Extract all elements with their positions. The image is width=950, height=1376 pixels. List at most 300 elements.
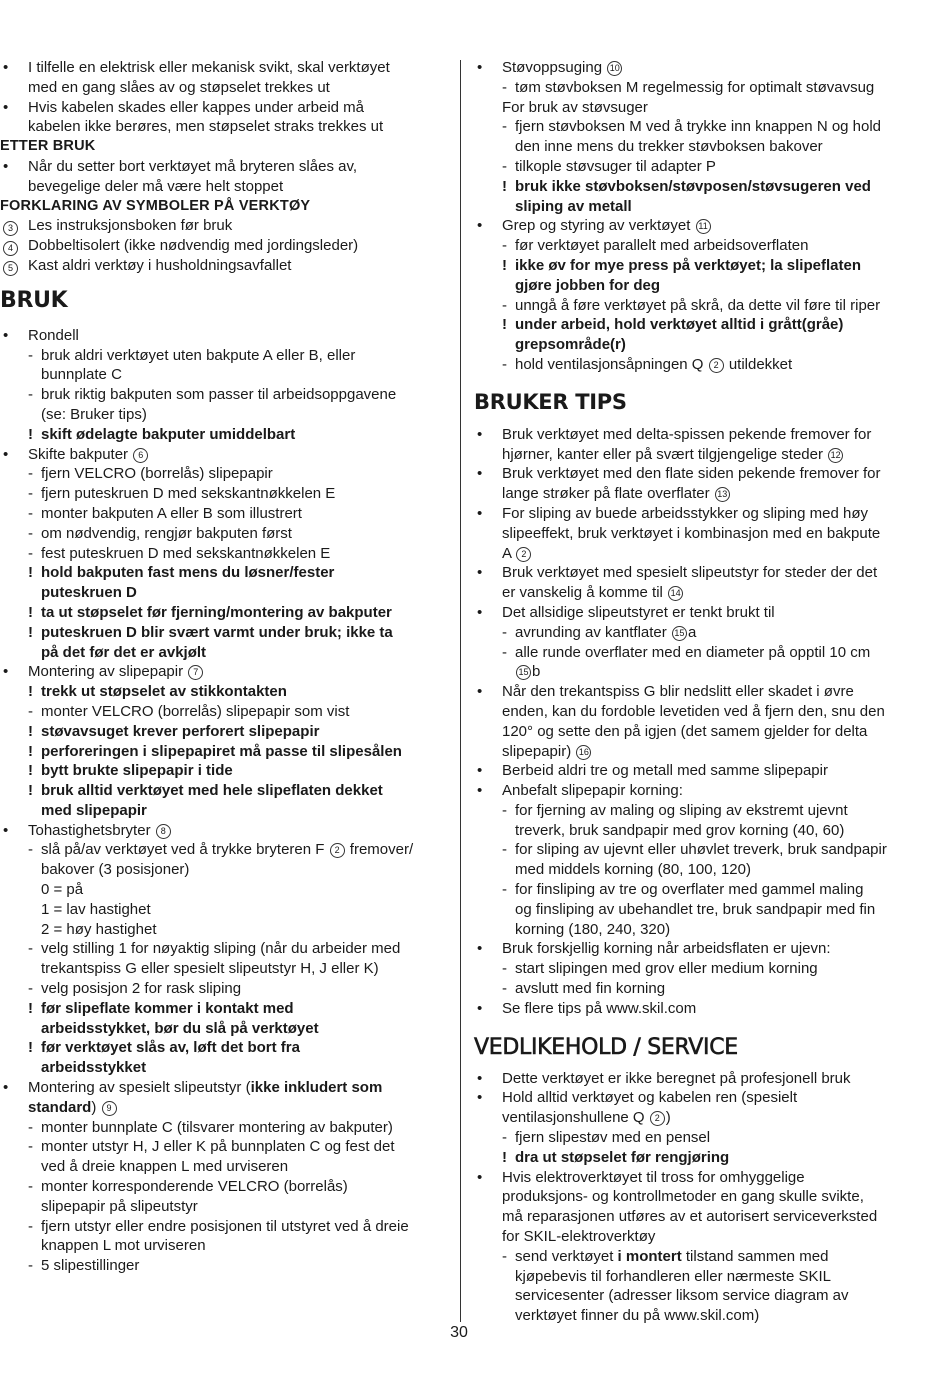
text-line — [474, 98, 926, 118]
text-line — [0, 346, 448, 366]
text-line — [474, 1128, 926, 1148]
text-line — [474, 702, 926, 722]
bullet-marker: • — [3, 157, 9, 175]
bullet-marker: • — [477, 1089, 483, 1107]
text-line — [0, 662, 448, 682]
text-line — [0, 544, 448, 564]
text-line — [474, 524, 926, 544]
bullet-marker: • — [3, 326, 9, 344]
line-text: treverk, bruk sandpapir med grov korning (40, 60) — [515, 821, 845, 839]
text-line — [0, 821, 448, 841]
line-text: før slipeflate kommer i kontakt med — [41, 999, 294, 1017]
symbol-number-icon: 3 — [3, 221, 18, 236]
text-line — [474, 58, 926, 78]
bullet-marker: • — [477, 425, 483, 443]
text-line — [474, 544, 926, 564]
line-text: utildekket — [728, 355, 793, 373]
text-line — [474, 335, 926, 355]
line-text: avslutt med fin korning — [515, 980, 666, 998]
line-text: slipepapir) — [502, 742, 572, 760]
line-text: puteskruen D blir svært varmt under bruk; ikke ta — [41, 623, 393, 641]
line-text: trekantspiss G eller spesielt slipeutstyr H, J eller K) — [41, 960, 379, 978]
dash-marker: - — [28, 465, 33, 483]
text-line — [474, 920, 926, 940]
text-line — [474, 1207, 926, 1227]
line-text: Anbefalt slipepapir korning: — [502, 782, 683, 800]
dash-marker: - — [28, 485, 33, 503]
text-line — [0, 860, 448, 880]
line-text: (se: Bruker tips) — [41, 405, 147, 423]
figure-ref-icon: 2 — [516, 547, 531, 562]
line-text: produksjons- og kontrollmetoder en gang skulle svikte, — [502, 1188, 864, 1206]
dash-marker: - — [502, 881, 507, 899]
dash-marker: - — [502, 296, 507, 314]
figure-ref-icon: 7 — [188, 665, 203, 680]
line-text: ikke øv for mye press på verktøyet; la slipeflaten — [515, 256, 861, 274]
bullet-marker: • — [477, 465, 483, 483]
line-text: Hold alltid verktøyet og kabelen ren (spesielt — [502, 1089, 798, 1107]
figure-ref-icon: 10 — [607, 61, 622, 76]
text-line — [0, 583, 448, 603]
dash-marker: - — [502, 980, 507, 998]
text-line — [0, 920, 448, 940]
line-text: bruk alltid verktøyet med hele slipeflaten dekket — [41, 782, 383, 800]
dash-marker: - — [28, 1217, 33, 1235]
figure-ref-icon: 16 — [576, 745, 591, 760]
line-text: fest puteskruen D med sekskantnøkkelen E — [41, 544, 331, 562]
figure-ref-icon: 2 — [650, 1111, 665, 1126]
line-text: enden, kan du fordoble levetiden ved å fjern den, snu den — [502, 702, 885, 720]
line-text: 0 = på — [41, 881, 84, 899]
line-text: Berbeid aldri tre og metall med samme slipepapir — [502, 762, 828, 780]
bullet-marker: • — [477, 762, 483, 780]
text-line — [0, 1236, 448, 1256]
text-line — [0, 801, 448, 821]
line-text: for SKIL-elektroverktøy — [502, 1228, 656, 1246]
dash-marker: - — [28, 346, 33, 364]
text-line — [474, 939, 926, 959]
line-text: monter korresponderende VELCRO (borrelås) — [41, 1178, 348, 1196]
text-line — [474, 603, 926, 623]
line-text: 1 = lav hastighet — [41, 900, 151, 918]
line-text: Når den trekantspiss G blir nedslitt eller skadet i øvre — [502, 683, 854, 701]
dash-marker: - — [502, 157, 507, 175]
line-text: monter utstyr H, J eller K på bunnplaten C og fest det — [41, 1138, 395, 1156]
line-text: Bruk verktøyet med delta-spissen pekende fremover for — [502, 425, 872, 443]
line-text: I tilfelle en elektrisk eller mekanisk svikt, skal verktøyet — [28, 59, 390, 76]
line-text: Kast aldri verktøy i husholdningsavfallet — [28, 256, 292, 274]
text-line — [474, 1247, 926, 1267]
line-text: om nødvendig, rengjør bakputen først — [41, 524, 292, 542]
line-text: ) — [665, 1109, 671, 1127]
line-text: 120° og sette den på igjen (det samem gjelder for delta — [502, 722, 868, 740]
text-line — [474, 761, 926, 781]
line-text: ventilasjonshullene Q — [502, 1109, 645, 1127]
line-text: før verktøyet parallelt med arbeidsoverflaten — [515, 237, 809, 255]
bullet-marker: • — [3, 1079, 9, 1097]
bullet-marker: • — [477, 59, 483, 76]
line-text: Dobbeltisolert (ikke nødvendig med jordingsleder) — [28, 237, 359, 255]
text-line — [0, 425, 448, 445]
text-line — [474, 801, 926, 821]
line-text: slå på/av verktøyet ved å trykke bryteren F — [41, 841, 325, 859]
warning-marker: ! — [28, 722, 33, 740]
line-text: bytt brukte slipepapir i tide — [41, 762, 233, 780]
section-heading: BRUK — [0, 287, 68, 313]
line-text: For sliping av buede arbeidsstykker og sliping med høy — [502, 504, 869, 522]
warning-marker: ! — [28, 564, 33, 582]
text-line — [474, 216, 926, 236]
dash-marker: - — [28, 386, 33, 404]
line-text: alle runde overflater med en diameter på opptil 10 cm — [515, 643, 871, 661]
text-line — [0, 1197, 448, 1217]
text-line — [474, 1187, 926, 1207]
text-line — [0, 623, 448, 643]
line-text: Det allsidige slipeutstyret er tenkt brukt til — [502, 603, 775, 621]
figure-ref-icon: 13 — [715, 487, 730, 502]
dash-marker: - — [28, 524, 33, 542]
text-line — [474, 781, 926, 801]
figure-ref-icon: 14 — [668, 586, 683, 601]
line-text: velg posisjon 2 for rask sliping — [41, 980, 242, 998]
text-line — [0, 1098, 448, 1118]
text-line — [0, 959, 448, 979]
line-text: trekk ut støpselet av stikkontakten — [41, 683, 287, 701]
text-line — [474, 236, 926, 256]
right-column — [474, 58, 926, 1326]
warning-marker: ! — [502, 256, 507, 274]
line-text: dra ut støpselet før rengjøring — [515, 1148, 730, 1166]
text-line — [0, 117, 448, 137]
text-line — [0, 484, 448, 504]
line-text: Bruk verktøyet med den flate siden pekende fremover for — [502, 465, 881, 483]
text-line — [0, 1177, 448, 1197]
text-line — [474, 840, 926, 860]
text-line — [0, 464, 448, 484]
text-line — [474, 296, 926, 316]
line-text: for finsliping av tre og overflater med gammel maling — [515, 881, 864, 899]
text-line — [474, 504, 926, 524]
text-line — [0, 1118, 448, 1138]
line-text: velg stilling 1 for nøyaktig sliping (når du arbeider med — [41, 940, 401, 958]
text-line — [0, 781, 448, 801]
text-line — [474, 445, 926, 465]
warning-marker: ! — [502, 316, 507, 334]
text-line — [0, 445, 448, 465]
bullet-marker: • — [477, 940, 483, 958]
text-line — [474, 137, 926, 157]
line-text: korning (180, 240, 320) — [515, 920, 671, 938]
line-text: Montering av slipepapir — [28, 663, 184, 681]
line-text: Tohastighetsbryter — [28, 821, 151, 839]
line-text: Dette verktøyet er ikke beregnet på profesjonell bruk — [502, 1069, 851, 1087]
warning-marker: ! — [28, 603, 33, 621]
line-text: kabelen ikke berøres, men støpselet straks trekkes ut — [28, 118, 384, 136]
warning-marker: ! — [28, 1039, 33, 1057]
warning-marker: ! — [28, 762, 33, 780]
bullet-marker: • — [3, 445, 9, 463]
text-line — [0, 1038, 448, 1058]
line-text: Montering av spesielt slipeutstyr ( — [28, 1079, 251, 1097]
text-line — [0, 563, 448, 583]
bold-text: standard — [28, 1098, 92, 1116]
bullet-marker: • — [477, 1069, 483, 1087]
bullet-marker: • — [477, 564, 483, 582]
line-text: Rondell — [28, 326, 79, 344]
line-text: bunnplate C — [41, 366, 122, 384]
line-text: slipepapir på slipeutstyr — [41, 1197, 198, 1215]
text-line — [0, 880, 448, 900]
line-text: fjern støvboksen M ved å trykke inn knappen N og hold — [515, 118, 882, 136]
text-line — [474, 484, 926, 504]
line-text: arbeidsstykket, bør du slå på verktøyet — [41, 1019, 319, 1037]
line-text: på det før det er avkjølt — [41, 643, 207, 661]
text-line — [0, 939, 448, 959]
line-text: slipeeffekt, bruk verktøyet i kombinasjon med en bakpute — [502, 524, 881, 542]
text-line — [0, 385, 448, 405]
page-number: 30 — [450, 1324, 468, 1341]
line-text: med en gang slåes av og støpselet trekkes ut — [28, 78, 330, 96]
text-line — [474, 860, 926, 880]
line-text: monter VELCRO (borrelås) slipepapir som vist — [41, 702, 350, 720]
line-text: for sliping av ujevnt eller uhøvlet treverk, bruk sandpapir — [515, 841, 887, 859]
text-line — [474, 1286, 926, 1306]
bullet-marker: • — [477, 603, 483, 621]
line-text: avrunding av kantflater — [515, 623, 667, 641]
bullet-marker: • — [3, 821, 9, 839]
dash-marker: - — [502, 841, 507, 859]
line-text: bevegelige deler må være helt stoppet — [28, 177, 284, 195]
text-line — [474, 900, 926, 920]
line-text: ) — [91, 1098, 97, 1116]
bullet-marker: • — [3, 98, 9, 116]
line-text: Hvis elektroverktøyet til tross for omhyggelige — [502, 1168, 805, 1186]
line-text: FORKLARING AV SYMBOLER PÅ VERKTØY — [0, 197, 311, 214]
bullet-marker: • — [3, 663, 9, 681]
line-text: fjern slipestøv med en pensel — [515, 1129, 711, 1147]
text-line — [0, 682, 448, 702]
text-line — [0, 216, 448, 236]
text-line — [474, 821, 926, 841]
line-text: hold bakputen fast mens du løsner/fester — [41, 564, 335, 582]
line-text: unngå å føre verktøyet på skrå, da dette vil føre til riper — [515, 296, 881, 314]
line-text: hjørner, kanter eller på svært tilgjengelige steder — [502, 445, 823, 463]
text-line — [474, 959, 926, 979]
text-line — [0, 1256, 448, 1276]
text-line — [474, 623, 926, 643]
line-text: 2 = høy hastighet — [41, 920, 157, 938]
figure-ref-icon: 2 — [330, 843, 345, 858]
line-text: bruk ikke støvboksen/støvposen/støvsugeren ved — [515, 177, 871, 195]
text-line — [474, 256, 926, 276]
line-text: bruk aldri verktøyet uten bakpute A eller B, eller — [41, 346, 356, 364]
bold-text: i montert — [617, 1247, 682, 1265]
line-text: ETTER BRUK — [0, 138, 96, 155]
line-text: 5 slipestillinger — [41, 1257, 140, 1275]
text-line — [0, 999, 448, 1019]
line-text: før verktøyet slås av, løft det bort fra — [41, 1039, 300, 1057]
line-text: Bruk forskjellig korning når arbeidsflaten er ujevn: — [502, 940, 831, 958]
text-line — [474, 880, 926, 900]
figure-ref-icon: 15 — [672, 626, 687, 641]
text-line — [474, 355, 926, 375]
section-heading: BRUKER TIPS — [474, 389, 627, 414]
line-text: må reparasjonen utføres av et autorisert serviceverksted — [502, 1208, 878, 1226]
figure-ref-icon: 15 — [516, 665, 531, 680]
dash-marker: - — [502, 118, 507, 136]
text-line — [0, 326, 448, 346]
warning-marker: ! — [28, 683, 33, 701]
text-line — [474, 78, 926, 98]
line-text: a — [687, 623, 697, 641]
line-text: Hvis kabelen skades eller kappes under arbeid må — [28, 98, 365, 116]
line-text: grepsområde(r) — [515, 336, 626, 354]
figure-ref-icon: 11 — [696, 219, 711, 234]
line-text: gjøre jobben for deg — [515, 276, 660, 294]
line-text: bakover (3 posisjoner) — [41, 861, 190, 879]
left-column — [0, 58, 448, 1276]
line-text: For bruk av støvsuger — [502, 98, 648, 116]
line-text: knappen L mot urviseren — [41, 1237, 206, 1255]
line-text: den inne mens du trekker støvboksen bakover — [515, 138, 823, 156]
line-text: verktøyet finner du på www.skil.com) — [515, 1307, 760, 1325]
text-line — [0, 979, 448, 999]
text-line — [474, 662, 926, 682]
text-line — [474, 157, 926, 177]
text-line — [0, 177, 448, 197]
dash-marker: - — [502, 1247, 507, 1265]
line-text: Grep og styring av verktøyet — [502, 217, 691, 235]
bold-text: ikke inkludert som — [250, 1079, 383, 1097]
text-line — [0, 78, 448, 98]
text-line — [0, 236, 448, 256]
line-text: fjern utstyr eller endre posisjonen til utstyret ved å dreie — [41, 1217, 409, 1235]
text-line — [474, 1069, 926, 1089]
line-text: Les instruksjonsboken før bruk — [28, 217, 233, 235]
text-line — [474, 425, 926, 445]
section-heading: VEDLIKEHOLD / SERVICE — [474, 1034, 738, 1060]
line-text: med middels korning (80, 100, 120) — [515, 861, 751, 879]
text-line — [0, 524, 448, 544]
text-line — [0, 405, 448, 425]
line-text: kjøpebevis til forhandleren eller nærmeste SKIL — [515, 1267, 831, 1285]
text-line — [474, 1108, 926, 1128]
warning-marker: ! — [28, 742, 33, 760]
line-text: skift ødelagte bakputer umiddelbart — [41, 425, 296, 443]
symbol-number-icon: 5 — [3, 261, 18, 276]
line-text: perforeringen i slipepapiret må passe til slipesålen — [41, 742, 402, 760]
bullet-marker: • — [477, 504, 483, 522]
figure-ref-icon: 6 — [133, 448, 148, 463]
bullet-marker: • — [477, 782, 483, 800]
text-line — [0, 256, 448, 276]
dash-marker: - — [28, 504, 33, 522]
line-text: fjern puteskruen D med sekskantnøkkelen E — [41, 485, 336, 503]
text-line — [0, 1217, 448, 1237]
text-line — [474, 1088, 926, 1108]
text-line — [0, 643, 448, 663]
dash-marker: - — [28, 1118, 33, 1136]
dash-marker: - — [502, 1129, 507, 1147]
line-text: lange strøker på flate overflater — [502, 485, 710, 503]
text-line — [474, 979, 926, 999]
bullet-marker: • — [3, 59, 9, 76]
text-line — [0, 702, 448, 722]
bullet-marker: • — [477, 217, 483, 235]
dash-marker: - — [28, 980, 33, 998]
line-text: ved å dreie knappen L med urviseren — [41, 1158, 289, 1176]
dash-marker: - — [502, 960, 507, 978]
text-line — [0, 722, 448, 742]
text-line — [474, 315, 926, 335]
line-text: støvavsuget krever perforert slipepapir — [41, 722, 320, 740]
line-text: Bruk verktøyet med spesielt slipeutstyr for steder der det — [502, 564, 878, 582]
text-line — [0, 157, 448, 177]
line-text: fremover/ — [349, 841, 414, 859]
warning-marker: ! — [28, 425, 33, 443]
dash-marker: - — [28, 1257, 33, 1275]
text-line — [0, 1078, 448, 1098]
text-line — [0, 840, 448, 860]
figure-ref-icon: 12 — [828, 448, 843, 463]
text-line — [0, 1157, 448, 1177]
dash-marker: - — [502, 623, 507, 641]
text-line — [0, 58, 448, 78]
line-text: arbeidsstykket — [41, 1059, 147, 1077]
line-text: tilstand sammen med — [681, 1247, 829, 1265]
line-text: fjern VELCRO (borrelås) slipepapir — [41, 465, 273, 483]
symbol-number-icon: 4 — [3, 241, 18, 256]
warning-marker: ! — [502, 1148, 507, 1166]
column-divider — [460, 60, 461, 1322]
text-line — [474, 742, 926, 762]
dash-marker: - — [28, 702, 33, 720]
line-text: b — [532, 663, 541, 681]
line-text: Støvoppsuging — [502, 59, 603, 76]
line-text: monter bakputen A eller B som illustrert — [41, 504, 302, 522]
line-text: servicesenter (adresser liksom service diagram av — [515, 1287, 849, 1305]
bullet-marker: • — [477, 999, 483, 1017]
text-line — [0, 1058, 448, 1078]
dash-marker: - — [28, 1138, 33, 1156]
text-line — [0, 742, 448, 762]
line-text: er vanskelig å komme til — [502, 584, 663, 602]
bullet-marker: • — [477, 683, 483, 701]
text-line — [0, 761, 448, 781]
text-line — [474, 1227, 926, 1247]
dash-marker: - — [28, 1178, 33, 1196]
text-line — [474, 583, 926, 603]
text-line — [474, 643, 926, 663]
text-line — [0, 1019, 448, 1039]
text-line — [474, 1148, 926, 1168]
line-text: puteskruen D — [41, 584, 137, 602]
text-line — [0, 98, 448, 118]
subheading — [0, 197, 448, 217]
line-text: send verktøyet — [515, 1247, 618, 1265]
line-text: og finsliping av ubehandlet tre, bruk sandpapir med fin — [515, 900, 876, 918]
line-text: Når du setter bort verktøyet må bryteren slåes av, — [28, 157, 358, 175]
line-text: med slipepapir — [41, 801, 147, 819]
text-line — [474, 1267, 926, 1287]
text-line — [0, 900, 448, 920]
line-text: tilkople støvsuger til adapter P — [515, 157, 716, 175]
text-line — [474, 1168, 926, 1188]
dash-marker: - — [502, 78, 507, 96]
text-line — [474, 276, 926, 296]
figure-ref-icon: 2 — [709, 358, 724, 373]
line-text: ta ut støpselet før fjerning/montering av bakputer — [41, 603, 392, 621]
